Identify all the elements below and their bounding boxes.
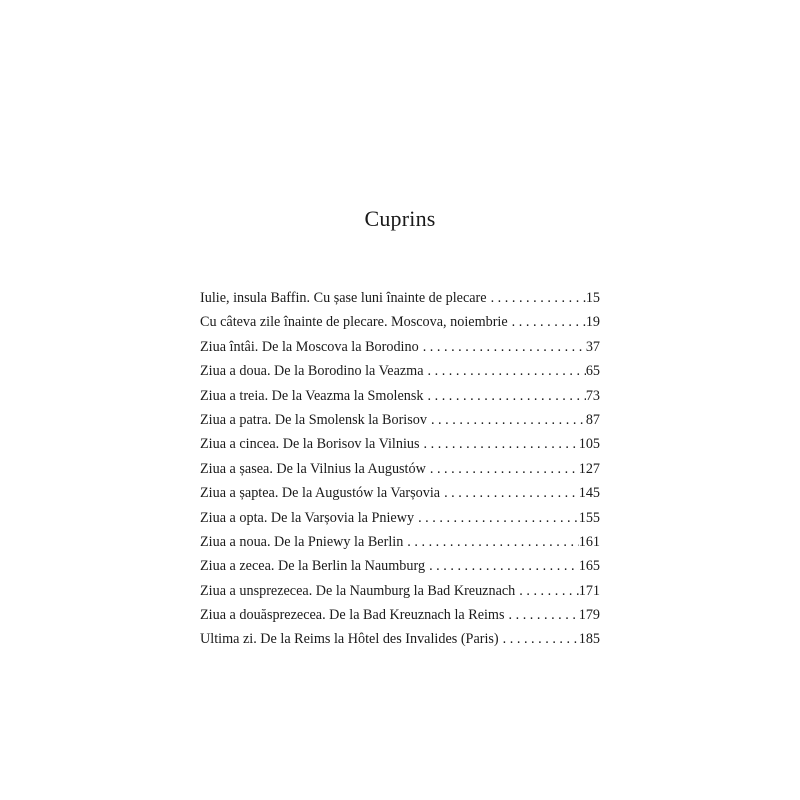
dot-leader <box>419 335 586 359</box>
toc-entry <box>200 310 600 334</box>
toc-entry-title: Ziua a patra. De la Smolensk la Borisov <box>200 411 427 428</box>
toc-entry-title: Ziua a șaptea. De la Augustów la Varșovia <box>200 485 441 502</box>
table-of-contents <box>200 286 600 652</box>
toc-page-number: 73 <box>585 387 600 404</box>
toc-entry <box>200 286 600 310</box>
toc-page-number: 145 <box>578 485 600 502</box>
toc-entry-title: Ziua a doua. De la Borodino la Veazma <box>200 363 424 380</box>
toc-page-number: 155 <box>578 509 600 526</box>
toc-page-number: 185 <box>578 631 600 648</box>
toc-entry-title: Ziua a unsprezecea. De la Naumburg la Bad Kreuznach <box>200 582 516 599</box>
toc-entry-title: Ultima zi. De la Reims la Hôtel des Invalides (Paris) <box>200 631 499 648</box>
toc-page-number: 179 <box>578 607 600 624</box>
toc-entry <box>200 432 600 456</box>
dot-leader <box>420 432 579 456</box>
toc-entry-title: Ziua a noua. De la Pniewy la Berlin <box>200 533 404 550</box>
dot-leader <box>424 359 586 383</box>
toc-entry <box>200 579 600 603</box>
dot-leader <box>425 554 579 578</box>
toc-entry-title: Cu câteva zile înainte de plecare. Moscova, noiembrie <box>200 314 508 331</box>
toc-page-number: 171 <box>578 582 600 599</box>
dot-leader <box>508 310 586 334</box>
toc-entry <box>200 554 600 578</box>
toc-entry <box>200 335 600 359</box>
toc-page-number: 127 <box>578 460 600 477</box>
toc-entry <box>200 481 600 505</box>
toc-entry <box>200 457 600 481</box>
toc-entry-title: Ziua a treia. De la Veazma la Smolensk <box>200 387 424 404</box>
dot-leader <box>515 579 578 603</box>
toc-page-number: 37 <box>585 338 600 355</box>
dot-leader <box>505 603 579 627</box>
toc-entry-title: Ziua a cincea. De la Borisov la Vilnius <box>200 436 420 453</box>
toc-entry-title: Ziua întâi. De la Moscova la Borodino <box>200 338 419 355</box>
toc-page-number: 19 <box>585 314 600 331</box>
toc-entry <box>200 506 600 530</box>
dot-leader <box>487 286 586 310</box>
toc-page-number: 87 <box>585 411 600 428</box>
dot-leader <box>403 530 578 554</box>
toc-entry <box>200 627 600 651</box>
toc-entry <box>200 384 600 408</box>
toc-page-number: 165 <box>578 558 600 575</box>
dot-leader <box>426 457 579 481</box>
dot-leader <box>440 481 579 505</box>
dot-leader <box>424 384 586 408</box>
toc-entry-title: Ziua a opta. De la Varșovia la Pniewy <box>200 509 415 526</box>
dot-leader <box>414 506 579 530</box>
toc-page-number: 15 <box>585 290 600 306</box>
page-title: Cuprins <box>364 206 436 231</box>
toc-entry-title: Ziua a zecea. De la Berlin la Naumburg <box>200 558 426 575</box>
toc-entry-title: Ziua a douăsprezecea. De la Bad Kreuznach la Reims <box>200 607 505 624</box>
toc-entry-title: Iulie, insula Baffin. Cu șase luni înainte de plecare <box>200 290 487 306</box>
toc-page-number: 161 <box>578 533 600 550</box>
toc-entry <box>200 530 600 554</box>
toc-entry <box>200 603 600 627</box>
dot-leader <box>427 408 586 432</box>
toc-entry <box>200 408 600 432</box>
toc-page-number: 105 <box>578 436 600 453</box>
toc-entry-title: Ziua a șasea. De la Vilnius la Augustów <box>200 460 426 477</box>
toc-entry <box>200 359 600 383</box>
toc-page-number: 65 <box>585 363 600 380</box>
dot-leader <box>499 627 579 651</box>
